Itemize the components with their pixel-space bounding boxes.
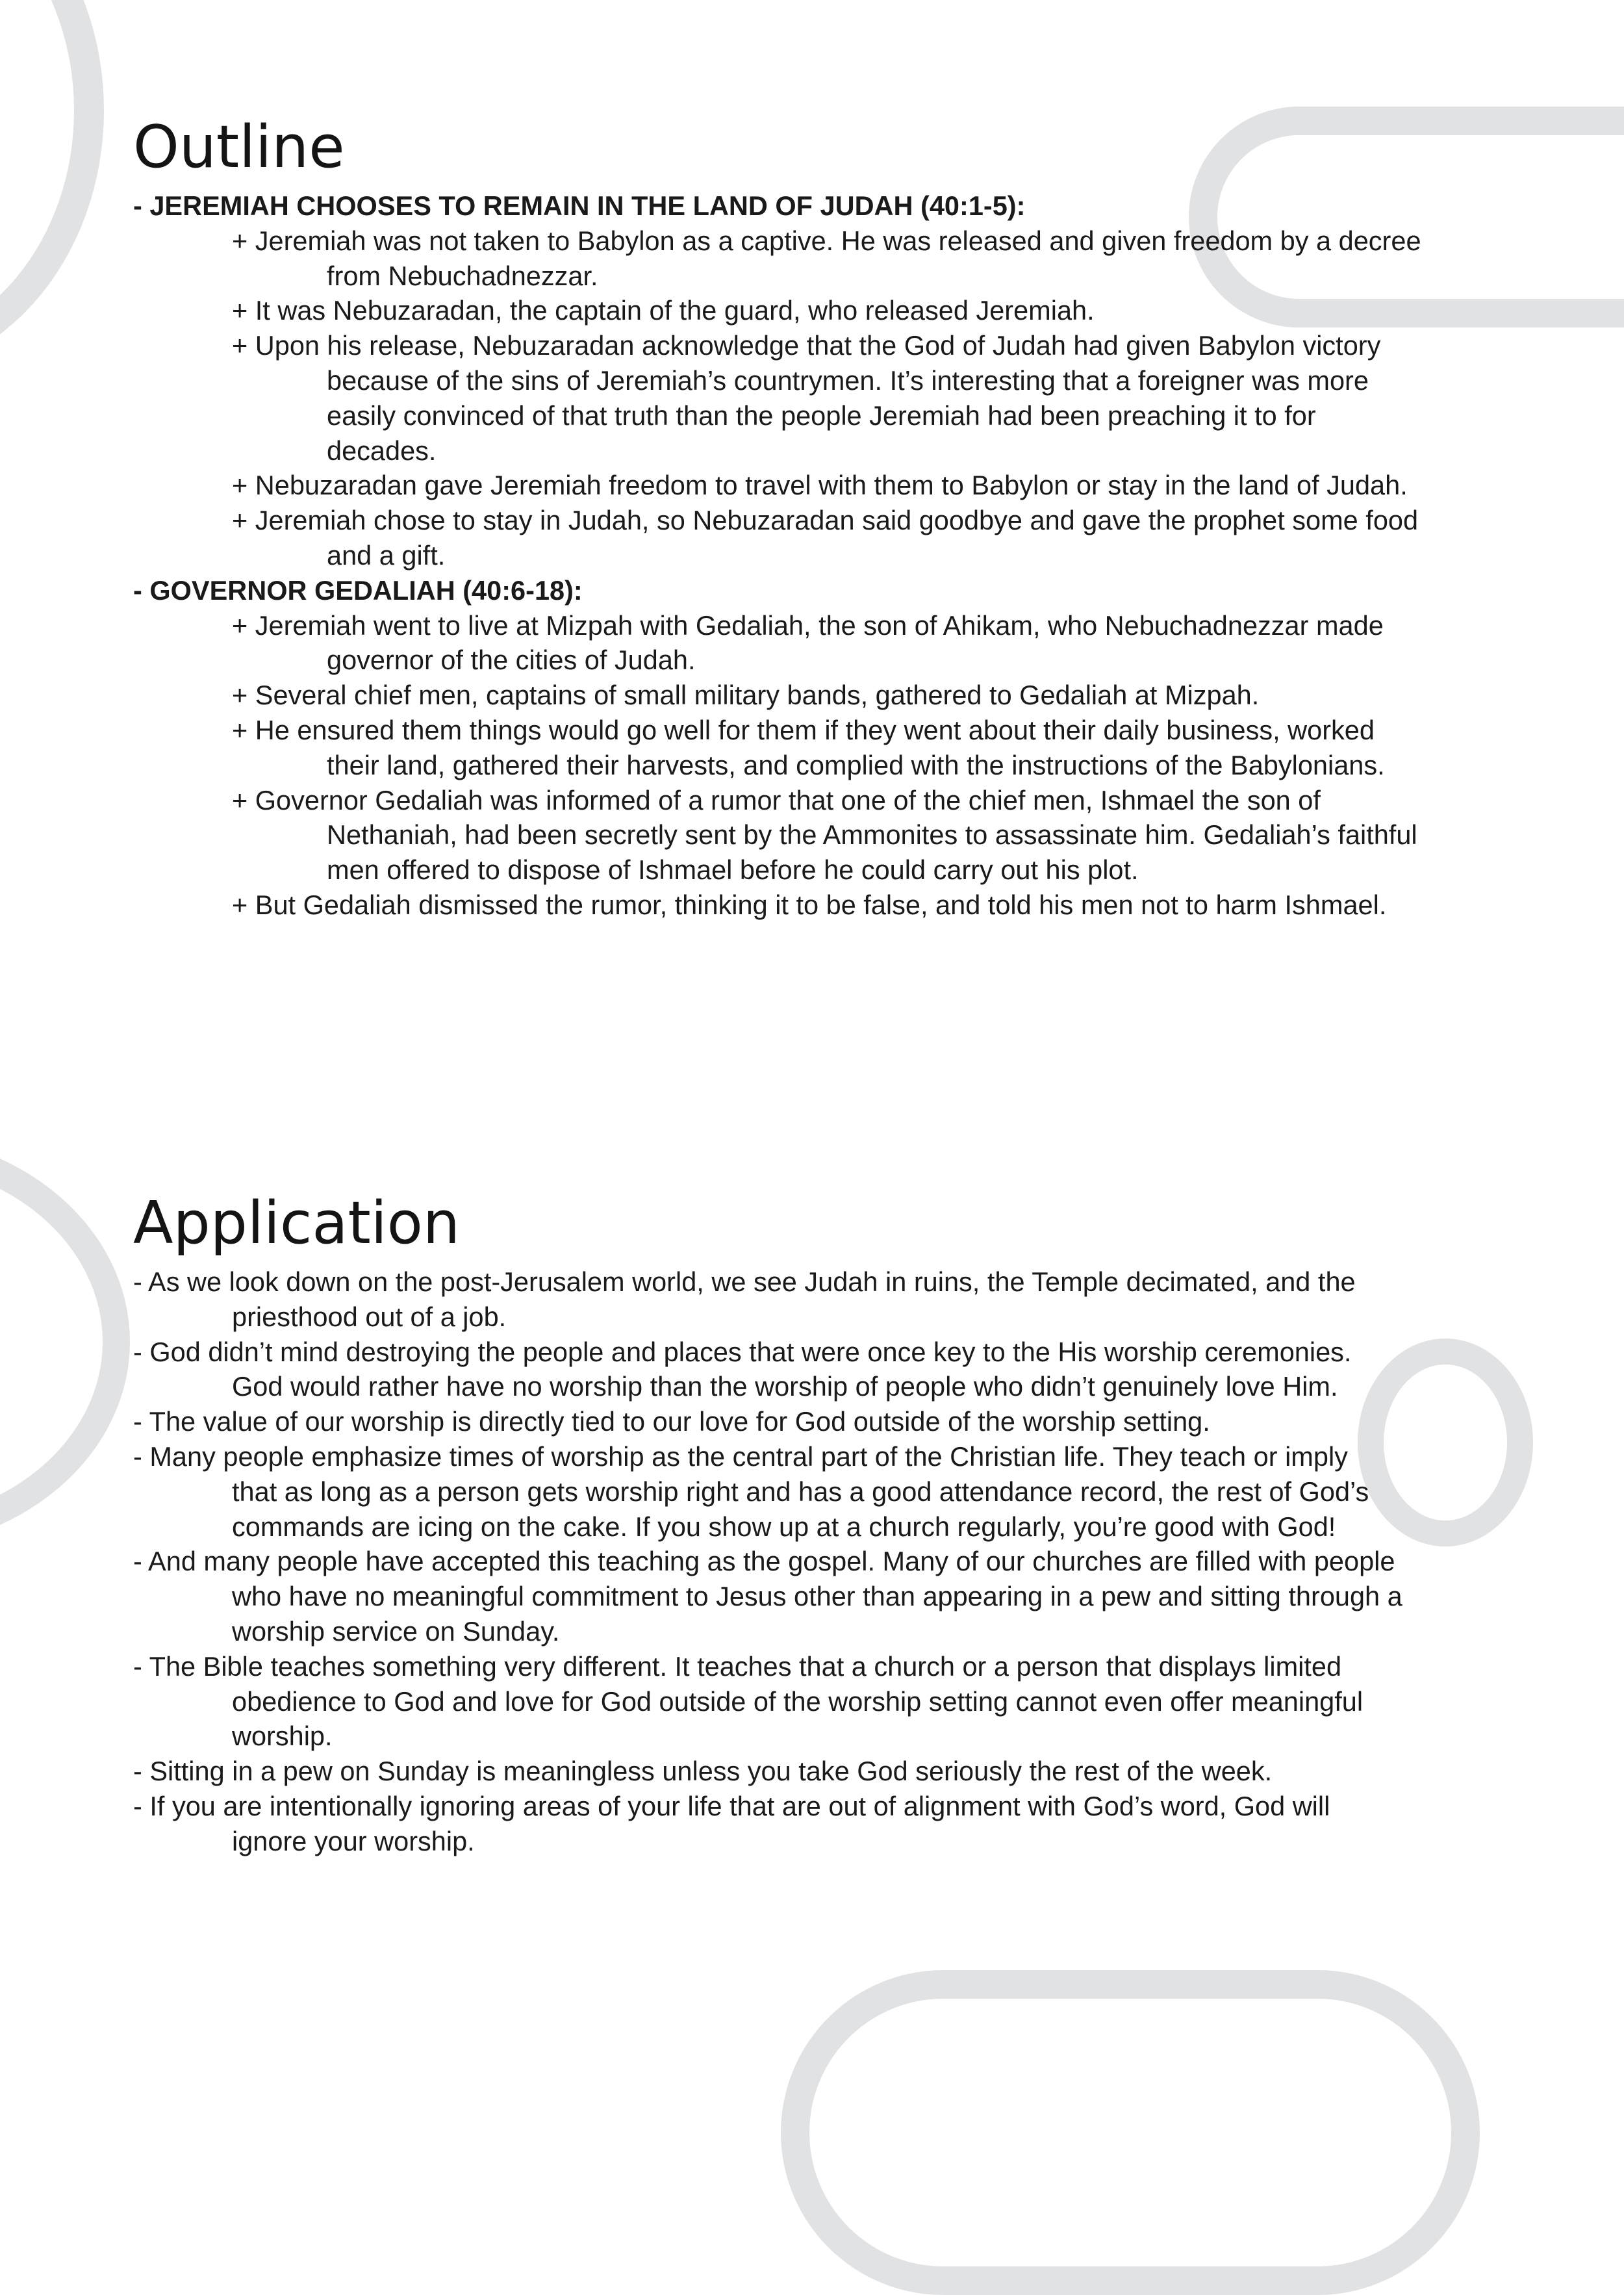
- application-point-continuation: obedience to God and love for God outside of the worship setting cannot even offer meaningful: [232, 1686, 1364, 1717]
- outline-point: + But Gedaliah dismissed the rumor, thinking it to be false, and told his men not to harm Ishmael.: [232, 889, 1387, 920]
- outline-heading-point-1: - JEREMIAH CHOOSES TO REMAIN IN THE LAND OF JUDAH (40:1-5):: [133, 190, 1026, 221]
- application-point: - The value of our worship is directly tied to our love for God outside of the worship setting.: [133, 1406, 1210, 1437]
- outline-point-continuation: men offered to dispose of Ishmael before he could carry out his plot.: [327, 854, 1139, 886]
- application-point-continuation: who have no meaningful commitment to Jesus other than appearing in a pew and sitting through a: [232, 1581, 1402, 1612]
- application-point-continuation: commands are icing on the cake. If you show up at a church regularly, you’re good with God!: [232, 1511, 1336, 1542]
- application-point-continuation: that as long as a person gets worship right and has a good attendance record, the rest of God’s: [232, 1476, 1369, 1507]
- outline-section: [133, 112, 1497, 923]
- outline-point-continuation: easily convinced of that truth than the people Jeremiah had been preaching it to for: [327, 400, 1316, 431]
- outline-point: + Nebuzaradan gave Jeremiah freedom to travel with them to Babylon or stay in the land of Judah.: [232, 470, 1408, 501]
- application-point: - And many people have accepted this teaching as the gospel. Many of our churches are filled with people: [133, 1546, 1395, 1577]
- application-point-continuation: worship.: [232, 1721, 333, 1752]
- decorative-arc-middle-left: [0, 1134, 130, 1550]
- application-point: - As we look down on the post-Jerusalem world, we see Judah in ruins, the Temple decimated, and the: [133, 1266, 1356, 1297]
- outline-point-continuation: from Nebuchadnezzar.: [327, 260, 598, 291]
- application-point: - God didn’t mind destroying the people and places that were once key to the His worship ceremonies.: [133, 1336, 1352, 1367]
- outline-point-continuation: governor of the cities of Judah.: [327, 645, 696, 676]
- outline-point: + Jeremiah chose to stay in Judah, so Nebuzaradan said goodbye and gave the prophet some food: [232, 505, 1419, 536]
- outline-point: + Several chief men, captains of small military bands, gathered to Gedaliah at Mizpah.: [232, 680, 1260, 711]
- application-heading: Application: [133, 1189, 460, 1257]
- decorative-arc-top-left: [0, 0, 104, 377]
- outline-point: + Jeremiah was not taken to Babylon as a captive. He was released and given freedom by a decree: [232, 225, 1421, 256]
- application-section: [133, 1188, 1497, 1859]
- decorative-rounded-bar-bottom: [781, 1970, 1480, 2295]
- outline-point-continuation: and a gift.: [327, 539, 446, 571]
- outline-point-continuation: decades.: [327, 435, 437, 466]
- application-point: - If you are intentionally ignoring areas of your life that are out of alignment with God’s word, God will: [133, 1790, 1330, 1821]
- outline-point: + Governor Gedaliah was informed of a rumor that one of the chief men, Ishmael the son of: [232, 784, 1321, 815]
- application-point-continuation: worship service on Sunday.: [232, 1615, 560, 1647]
- outline-point: + He ensured them things would go well for them if they went about their daily business, worked: [232, 714, 1375, 745]
- application-point-continuation: priesthood out of a job.: [232, 1301, 507, 1332]
- application-point-continuation: God would rather have no worship than the worship of people who didn’t genuinely love Him.: [232, 1371, 1338, 1402]
- outline-point: + Jeremiah went to live at Mizpah with Gedaliah, the son of Ahikam, who Nebuchadnezzar made: [232, 609, 1384, 641]
- application-list: [133, 1264, 1497, 1859]
- outline-heading-point-2: - GOVERNOR GEDALIAH (40:6-18):: [133, 574, 583, 606]
- application-point-continuation: ignore your worship.: [232, 1825, 475, 1856]
- outline-heading: Outline: [133, 113, 345, 181]
- application-point: - Many people emphasize times of worship as the central part of the Christian life. They teach or imply: [133, 1441, 1348, 1472]
- outline-point-continuation: because of the sins of Jeremiah’s countrymen. It’s interesting that a foreigner was more: [327, 365, 1369, 396]
- outline-point: + Upon his release, Nebuzaradan acknowledge that the God of Judah had given Babylon victory: [232, 330, 1381, 361]
- outline-point: + It was Nebuzaradan, the captain of the guard, who released Jeremiah.: [232, 295, 1095, 326]
- application-point: - Sitting in a pew on Sunday is meaningless unless you take God seriously the rest of the week.: [133, 1756, 1273, 1787]
- application-point: - The Bible teaches something very different. It teaches that a church or a person that displays limited: [133, 1650, 1342, 1682]
- outline-list: [133, 188, 1497, 923]
- outline-point-continuation: their land, gathered their harvests, and complied with the instructions of the Babylonians.: [327, 749, 1385, 780]
- outline-point-continuation: Nethaniah, had been secretly sent by the Ammonites to assassinate him. Gedaliah’s faithful: [327, 819, 1417, 851]
